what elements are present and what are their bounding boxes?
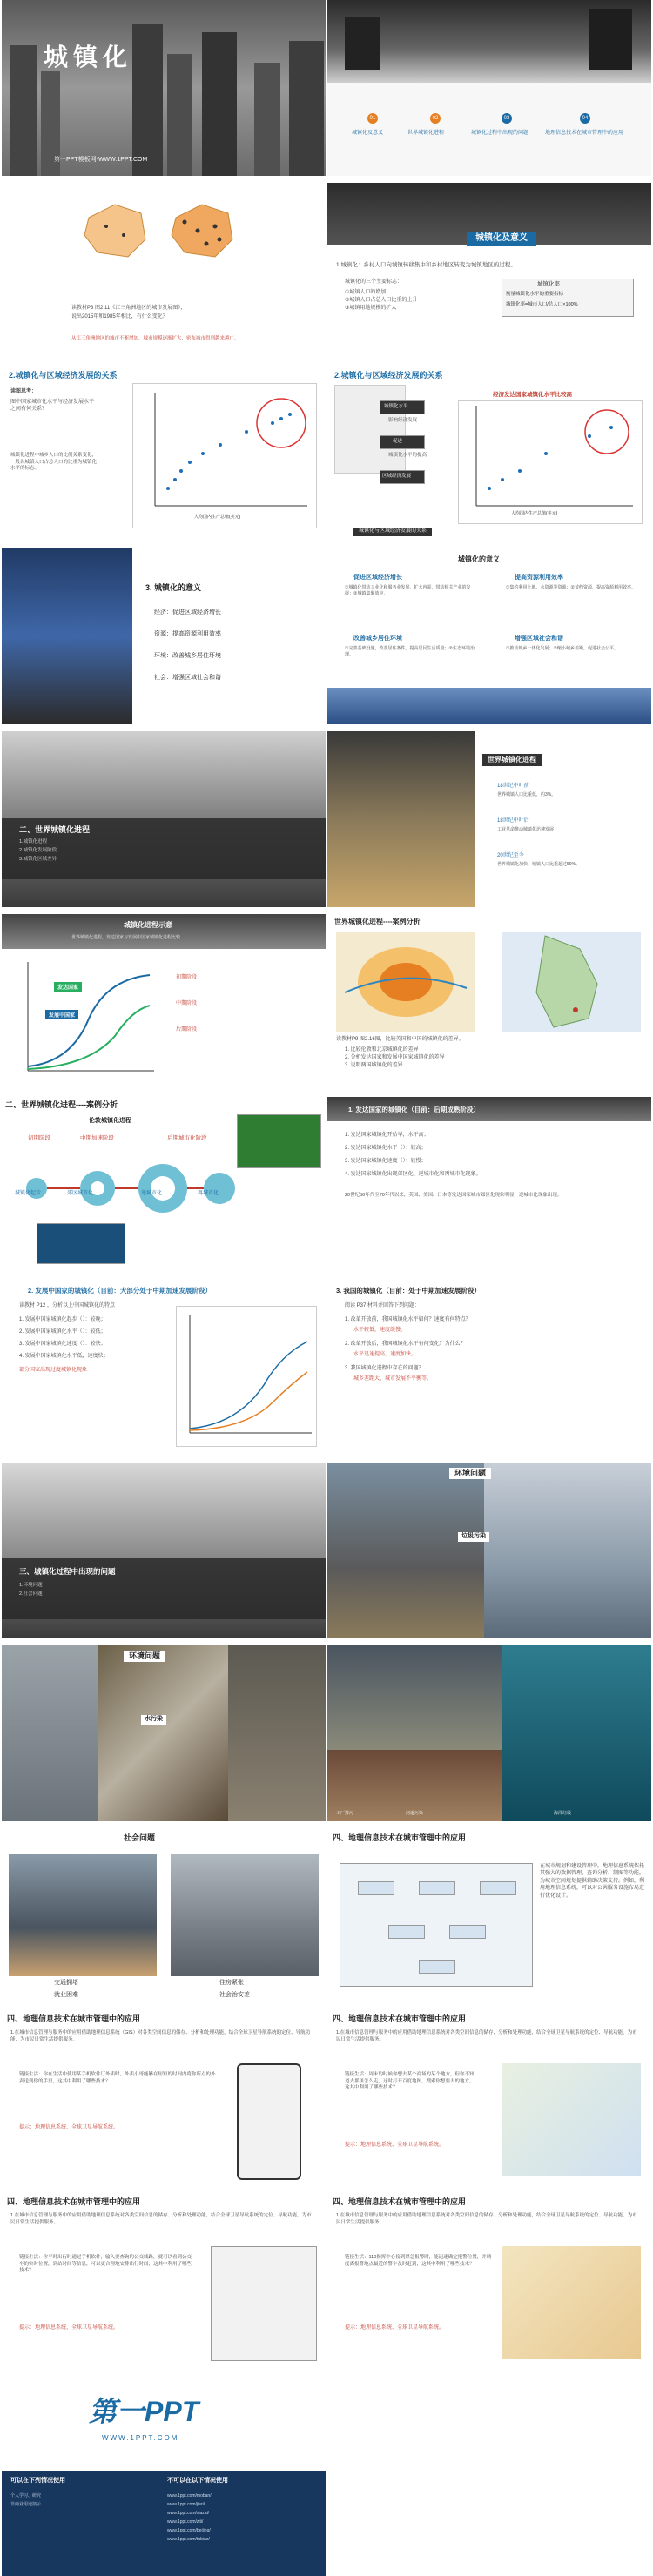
china-a3: 城乡差距大、城市发展不平衡等。 [353, 1376, 433, 1382]
wp-c3: 20世纪至今 [497, 853, 524, 858]
rate-box-2: 城镇化率=城市人口/总人口×100% [506, 302, 578, 307]
sigd-title: 城镇化的意义 [458, 555, 500, 563]
contents-num-1: 01 [367, 113, 378, 124]
econ1-title: 2.城镇化与区域经济发展的关系 [9, 371, 118, 380]
sig-title: 3. 城镇化的意义 [145, 583, 202, 592]
developing-l1: 1. 发展中国家城镇化起步（）：较晚； [19, 1317, 106, 1322]
usage-l4[interactable]: www.1ppt.com/xiazai/ [167, 2511, 210, 2516]
rate-box [502, 279, 634, 317]
london-sub: 伦敦城镇化进程 [89, 1118, 131, 1124]
social-label-4: 社会治安差 [219, 1992, 250, 1998]
contents-item-1: 城镇化及意义 [352, 131, 384, 136]
social-label-3: 就业困难 [54, 1992, 78, 1998]
section2-s2: 2.城镇化发展阶段 [19, 848, 57, 853]
proc-label-devg: 发展中国家 [45, 1010, 78, 1019]
slide-london-case [2, 1097, 326, 1273]
housing-photo [171, 1854, 319, 1976]
london-title: 二、世界城镇化进程----案例分析 [5, 1100, 118, 1109]
usage-l2[interactable]: www.1ppt.com/moban/ [167, 2493, 212, 2499]
police-map-mock [502, 2246, 641, 2359]
header-photo [2, 914, 326, 949]
china-a2: 水平迅速提高，速度加快。 [353, 1352, 417, 1357]
econ2-xlabel: 人均国内生产总值(美元) [511, 511, 558, 516]
social-title: 社会问题 [124, 1833, 156, 1842]
london-stages-diagram [10, 1149, 237, 1227]
developing-red: 部分国家出现过度城镇化现象 [19, 1368, 88, 1373]
gis5-body: 1.在城市信息管理与服务中的应用借助地理信息系统对各类空间信息的储存、分析和处理功能，结合全球卫星导航系统的定位、导航功能，为市民日常生活提供服务。 [336, 2213, 637, 2225]
usage-l0: 个人学习、研究 [10, 2493, 42, 2499]
case-cap: 读教材P9 图2.16图，比较英国和中国的城镇化的差异。 [336, 1037, 464, 1042]
sigd-b2: 提高资源利用效率 [515, 575, 563, 581]
slide-significance-list [2, 548, 326, 724]
smog-city-photo [484, 1463, 651, 1638]
econ2-bottom: 城镇化与区域经济发展的关系 [353, 528, 432, 536]
pollution-photo-1 [327, 1645, 502, 1750]
slide-section-3 [2, 1463, 326, 1638]
developing-title: 2. 发展中国家的城镇化（目前：大部分处于中期加速发展阶段） [28, 1287, 212, 1295]
gis3-body: 1.在城市信息管理与服务中的应用借助地理信息系统对各类空间信息的储存、分析和处理功能，结合全球卫星导航系统的定位、导航功能，为市民日常生活提供服务。 [336, 2030, 637, 2042]
logo-text: 第一PPT [89, 2396, 199, 2427]
wp-c3t: 世界城镇化加快，城镇人口比重超过50%。 [497, 862, 581, 867]
developing-l2: 2. 发展中国家城镇化水平（）：较低； [19, 1329, 106, 1335]
sigd-b1: 促进区域经济增长 [353, 575, 402, 581]
slide-delta-maps [2, 183, 326, 359]
maps-caption-1: 读教材P3 图2.11《江三角洲地区的城市发展图》， [71, 306, 186, 311]
usage-l7[interactable]: www.1ppt.com/tubiao/ [167, 2537, 210, 2542]
usage-l5[interactable]: www.1ppt.com/ziti/ [167, 2519, 204, 2525]
def-l2: ②城镇人口占总人口比重的上升 [345, 298, 418, 303]
rate-box-title: 城镇化率 [537, 281, 560, 287]
case-q1: 1. 比较伦敦和北京城镇化的差异 [345, 1047, 419, 1053]
econ1-q: 读图思考： [10, 389, 37, 394]
china-q1: 1. 改革开放前，我国城镇化水平如何？速度有何特点？ [345, 1317, 471, 1322]
sig-item-1: 经济：促进区域经济增长 [154, 609, 221, 615]
econ1-q1: 图中国家城市化水平与经济发展水平之间有何关系？ [10, 400, 95, 413]
china-q3: 3. 我国城镇化进程中存在的问题？ [345, 1366, 424, 1371]
def-title: 城镇化及意义 [467, 232, 536, 246]
developing-l3: 3. 发展中国家城镇化速度（）：较快； [19, 1342, 106, 1347]
london-notes-green [237, 1114, 321, 1168]
gis4-body: 1.在城市信息管理与服务中的应用借助地理信息系统对各类空间信息的储存、分析和处理功能，结合全球卫星导航系统的定位、导航功能，为市民日常生活提供服务。 [10, 2213, 312, 2225]
env2-title: 环境问题 [124, 1651, 165, 1662]
london-s3: 后期城市化阶段 [167, 1135, 207, 1141]
usage-h1: 可以在下列情况使用 [10, 2478, 65, 2484]
maps-caption-2: 说出2015年和1985年相比，有什么变化？ [71, 314, 168, 319]
slide-cover [2, 0, 326, 176]
slide-social [2, 1828, 326, 2004]
slide-gis-1 [327, 1828, 651, 2004]
econ2-title: 2.城镇化与区域经济发展的关系 [334, 371, 443, 380]
econ2-box1: 城镇化水平 [380, 400, 425, 414]
factory-photo [327, 1463, 484, 1638]
proc-curve [19, 958, 158, 1079]
cover-title: 城镇化 [44, 44, 133, 71]
london-c3: 逆城市化 [141, 1191, 163, 1196]
proc-label-dev: 发达国家 [54, 982, 82, 992]
gis5-tip: 提示：地理信息系统、全球卫星导航系统。 [345, 2325, 445, 2331]
phone-app-mock [237, 2063, 301, 2180]
slide-section-2 [2, 731, 326, 907]
env1-label: 垃圾污染 [458, 1532, 489, 1542]
econ2-box3: 区域经济发展 [380, 470, 425, 484]
london-s1: 初期阶段 [28, 1135, 50, 1141]
developed-title: 1. 发达国家的城镇化（目前：后期成熟阶段） [348, 1106, 480, 1113]
contents-item-3: 城镇化过程中出现的问题 [471, 131, 529, 136]
map-1985 [80, 200, 150, 261]
gis3-tip: 提示：地理信息系统、全球卫星导航系统。 [345, 2142, 445, 2148]
developing-l4: 4. 发展中国家城镇化水平低，速度快； [19, 1354, 109, 1359]
eiffel-smog-photo [2, 1645, 98, 1821]
contents-num-3: 03 [502, 113, 512, 124]
econ1-scatter [133, 384, 316, 528]
slide-environment-3 [327, 1645, 651, 1821]
slide-usage [2, 2471, 326, 2576]
sigd-b4t: ①推动城乡一体化发展；②缩小城乡差距，促进社会公平。 [506, 646, 618, 651]
slide-process-chart [2, 914, 326, 1090]
econ2-red: 经济发达国家城镇化水平比较高 [493, 392, 572, 398]
slide-gis-2 [2, 2011, 326, 2187]
slide-urbanization-def [327, 183, 651, 359]
gis3-life: 链接生活：周末的时候你想去某个商场的某个地方，但你不知道去那里怎么走，这时打开百度地图，搜索你想要去的地方，这其中利用了哪些技术？ [345, 2072, 475, 2091]
city-night-photo [2, 548, 132, 724]
slide-world-process [327, 731, 651, 907]
proc-stage2: 中期阶段 [176, 1001, 198, 1006]
gis4-tip: 提示：地理信息系统、全球卫星导航系统。 [19, 2325, 119, 2331]
gis5-life: 链接生活：110指挥中心接到紧急报警时，能迅速确定报警位置，并调度离报警地点最近的警车及时赶到，这其中利用了哪些技术？ [345, 2255, 492, 2267]
contents-item-2: 世界城镇化进程 [407, 131, 445, 136]
slide-developing-urban [2, 1280, 326, 1456]
proc-sub: 世界城镇化进程，发达国家与发展中国家城镇化进程比较 [71, 935, 181, 940]
env1-title: 环境问题 [449, 1468, 491, 1479]
env2-label: 水污染 [141, 1715, 166, 1725]
gis5-title: 四、地理信息技术在城市管理中的应用 [333, 2197, 467, 2206]
slide-significance-detail [327, 548, 651, 724]
econ2-scatter [459, 401, 642, 523]
env3-photo-1: 工厂排污 [336, 1811, 354, 1816]
wp-c2t: 工业革命推动城镇化迅速发展 [497, 827, 555, 832]
econ1-ans: 城镇化进程中城乡人口的比例关系变化，一般以城镇人口占总人口的比重为城镇化水平的标志。 [10, 453, 98, 472]
social-label-2: 住房紧张 [219, 1980, 244, 1986]
slide-econ-relation-2 [327, 366, 651, 541]
gis2-tip: 提示：地理信息系统、全球卫星导航系统。 [19, 2125, 119, 2130]
developed-l1: 1. 发达国家城镇化开始早，水平高； [345, 1133, 429, 1138]
london-notes-blue [37, 1223, 125, 1264]
london-c1: 城镇化起步 [15, 1191, 42, 1196]
gis2-title: 四、地理信息技术在城市管理中的应用 [7, 2014, 141, 2023]
cover-brand: 第一PPT模板网-WWW.1PPT.COM [54, 157, 148, 163]
wp-c2: 18世纪中叶后 [497, 818, 529, 824]
slide-china-urban [327, 1280, 651, 1456]
sig-item-4: 社会：增强区域社会和谐 [154, 675, 221, 681]
def-text: 1.城镇化：乡村人口向城镇转移集中和乡村地区转变为城镇地区的过程。 [336, 262, 516, 268]
econ2-note [334, 385, 406, 474]
def-l1: ①城镇人口的增加 [345, 290, 387, 295]
china-sub: 阅读 P37 材料并回答下列问题： [345, 1303, 421, 1308]
case-q2: 2. 分析发达国家和发展中国家城镇化的差异 [345, 1055, 445, 1060]
usage-l3[interactable]: www.1ppt.com/jieri/ [167, 2502, 205, 2507]
section2-title: 二、世界城镇化进程 [19, 825, 91, 834]
sig-item-2: 资源：提高资源利用效率 [154, 631, 221, 637]
slide-contents [327, 0, 651, 176]
proc-stage1: 初期阶段 [176, 975, 198, 980]
waste-photo [228, 1645, 326, 1821]
case-title: 世界城镇化进程----案例分析 [334, 918, 421, 925]
ocean-waste-photo [502, 1645, 651, 1821]
polluted-river-photo [98, 1645, 228, 1821]
usage-h2: 不可以在以下情况使用 [167, 2478, 228, 2484]
map-uk [502, 932, 641, 1032]
london-s2: 中期加速阶段 [80, 1135, 114, 1141]
developed-body: 20世纪50年代至70年代以来，英国、美国、日本等发达国家城市郊区化现象明显，逆城市化现象出现。 [345, 1193, 562, 1198]
econ1-xlabel: 人均国内生产总值(美元) [194, 515, 241, 520]
sigd-b4: 增强区域社会和谐 [515, 636, 563, 642]
developing-lines [177, 1307, 316, 1446]
gis4-title: 四、地理信息技术在城市管理中的应用 [7, 2197, 141, 2206]
proc-title: 城镇化进程示意 [124, 921, 172, 929]
aerial-city-photo [327, 731, 475, 907]
developing-chart [176, 1306, 317, 1447]
slide-environment-1 [327, 1463, 651, 1638]
map-2015 [167, 200, 237, 261]
developed-l3: 3. 发达国家城镇化速度（）：较慢； [345, 1159, 427, 1164]
usage-l1: 非商业用途演示 [10, 2502, 42, 2507]
sig-item-3: 环境：改善城乡居住环境 [154, 653, 221, 659]
gis4-life: 链接生活：你平时出行时通过手机软件，输入要查询的公交线路，就可以看到公交车的实时位置，到站时间等信息，可以更合理地安排出行时间，这其中利用了哪些技术？ [19, 2255, 192, 2274]
developing-sub: 读教材 P12 ，分析以上中国城镇化的特点 [19, 1303, 116, 1308]
slide-gis-4 [2, 2194, 326, 2370]
china-title: 3. 我国的城镇化（目前：处于中期加速发展阶段） [336, 1287, 481, 1295]
map-app-mock [502, 2063, 641, 2176]
usage-l6[interactable]: www.1ppt.com/beijing/ [167, 2528, 211, 2533]
econ2-box2: 促进 [380, 435, 425, 449]
london-c4: 再城市化 [198, 1191, 219, 1196]
london-c2: 郊区城市化 [67, 1191, 94, 1196]
section2-s3: 3.城镇化区域差异 [19, 857, 57, 862]
section3-s2: 2.社会问题 [19, 1591, 43, 1597]
gis3-title: 四、地理信息技术在城市管理中的应用 [333, 2014, 467, 2023]
econ1-chart [132, 383, 317, 528]
sigd-b2t: ①集约利用土地、水资源等资源；②节约资源，提高资源利用效率。 [506, 585, 636, 590]
econ2-chart [458, 400, 643, 524]
env3-photo-3: 海洋垃圾 [554, 1811, 572, 1816]
contents-num-2: 02 [430, 113, 441, 124]
gis-flow-diagram [340, 1863, 533, 1987]
gis1-body: 在城市规划和建设管理中，地理信息系统依托其强大的数据管理、查询分析、制图等功能，为城市空间规划提供辅助决策支持。例如，利用地理信息系统，可以对公共服务设施布局进行优化设计。 [540, 1864, 645, 1899]
proc-stage3: 后期阶段 [176, 1027, 198, 1032]
bus-app-mock [211, 2246, 317, 2361]
section3-s1: 1.环境问题 [19, 1583, 43, 1588]
slide-logo [2, 2377, 326, 2468]
developed-l4: 4. 发达国家城镇化出现郊区化、逆城市化和再城市化现象。 [345, 1172, 481, 1177]
gis2-life: 链接生活：你在生活中使用某手机软件订外卖时，外卖小哥能够在短短的时间内将你所点的外卖送到你的手里，这其中利用了哪些技术？ [19, 2072, 216, 2084]
traffic-photo [9, 1854, 157, 1976]
sigd-b3t: ①完善基础设施，改善居住条件，提高居民生活质量；②生态环境治理。 [345, 646, 475, 657]
section2-s1: 1.城镇化进程 [19, 839, 48, 844]
slide-developed-urban [327, 1097, 651, 1273]
section3-title: 三、城镇化过程中出现的问题 [19, 1567, 116, 1576]
def-l3: ③城镇用地规模的扩大 [345, 306, 397, 311]
slide-gis-5 [327, 2194, 651, 2370]
logo-url: WWW.1PPT.COM [102, 2434, 179, 2442]
maps-answer: 从江三角洲地区的城市不断增加，城市规模逐渐扩大，密布城市得到越来越广。 [71, 336, 239, 341]
wp-c1: 18世纪中叶前 [497, 784, 529, 789]
contents-item-4: 地理信息技术在城市管理中的应用 [545, 131, 624, 136]
contents-num-4: 04 [580, 113, 590, 124]
social-label-1: 交通拥堵 [54, 1980, 78, 1986]
env3-photo-2: 河道污染 [406, 1811, 424, 1816]
city-strip-photo [327, 688, 651, 724]
case-q3: 3. 说明两国城镇化的差异 [345, 1063, 403, 1068]
wp-title: 世界城镇化进程 [482, 754, 542, 766]
wp-c1t: 世界城镇人口比重低，约3%。 [497, 792, 556, 797]
map-london [336, 932, 475, 1032]
china-q2: 2. 改革开放后，我国城镇化水平有何变化？为什么？ [345, 1342, 466, 1347]
def-sub: 城镇化的三个主要标志： [345, 279, 403, 285]
econ2-note1: 影响经济发展 [388, 418, 418, 423]
slide-environment-2 [2, 1645, 326, 1821]
slide-gis-3 [327, 2011, 651, 2187]
china-a1: 水平较低，速度缓慢。 [353, 1328, 407, 1333]
sigd-b3: 改善城乡居住环境 [353, 636, 402, 642]
econ2-note2: 城镇化水平的提高 [388, 453, 427, 458]
slide-case-maps [327, 914, 651, 1090]
gis2-body: 1.在城市信息管理与服务中的应用借助地理信息系统（GIS）对各类空间信息的储存、分析和处理功能，结合全球卫星导航系统的定位、导航功能，为市民日常生活提供服务。 [10, 2030, 311, 2042]
slide-econ-relation-1 [2, 366, 326, 541]
sigd-b1t: ①城镇化带动工业化和服务业发展，扩大内需，带动相关产业的发展；②城镇集聚效应， [345, 585, 471, 596]
gis1-title: 四、地理信息技术在城市管理中的应用 [333, 1833, 467, 1842]
developed-l2: 2. 发达国家城镇化水平（）：较高； [345, 1146, 427, 1151]
rate-box-1: 衡量城镇化水平的重要指标 [506, 292, 564, 297]
